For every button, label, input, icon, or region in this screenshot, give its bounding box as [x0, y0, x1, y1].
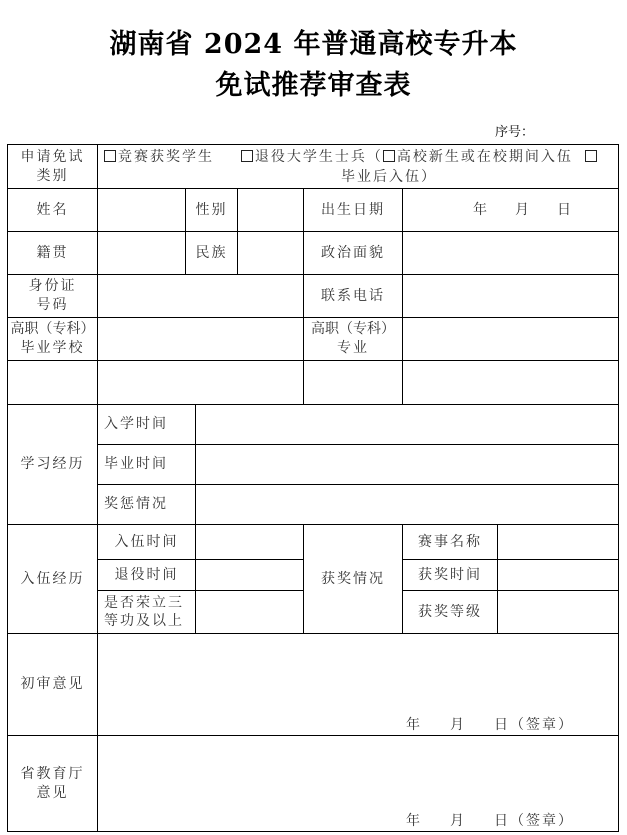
event-name-field[interactable]	[497, 524, 619, 560]
discharge-time-field[interactable]	[195, 559, 304, 591]
major-label: 高职（专科） 专业	[303, 317, 403, 361]
event-name-label: 赛事名称	[402, 524, 498, 560]
enlist-time-label: 入伍时间	[97, 524, 196, 560]
checkbox-veteran[interactable]	[241, 150, 253, 162]
birth-date-label: 出生日期	[303, 188, 403, 232]
application-category-label: 申请免试 类别	[7, 144, 98, 189]
gender-field[interactable]	[237, 188, 304, 232]
id-number-label: 身份证 号码	[7, 274, 98, 318]
id-number-field[interactable]	[97, 274, 304, 318]
checkbox-enlisted-during[interactable]	[383, 150, 395, 162]
military-history-label: 入伍经历	[7, 524, 98, 634]
option-enlisted-after-label: 毕业后入伍）	[341, 169, 437, 185]
option-enlisted-during-label: 高校新生或在校期间入伍	[396, 149, 573, 165]
blank-cell-4[interactable]	[402, 360, 619, 405]
blank-cell-2[interactable]	[97, 360, 304, 405]
option-veteran-label: 退役大学生士兵（	[254, 149, 383, 165]
serial-number-label: 序号：	[495, 125, 535, 140]
name-label: 姓名	[7, 188, 98, 232]
political-status-label: 政治面貌	[303, 231, 403, 275]
political-status-field[interactable]	[402, 231, 619, 275]
rewards-field[interactable]	[195, 484, 619, 525]
major-field[interactable]	[402, 317, 619, 361]
ethnicity-label: 民族	[185, 231, 238, 275]
rewards-label: 奖惩情况	[97, 484, 196, 525]
form-title-line2: 免试推荐审查表	[215, 70, 412, 101]
merit-label: 是否荣立三 等功及以上	[97, 590, 196, 634]
checkbox-enlisted-after[interactable]	[585, 150, 597, 162]
phone-field[interactable]	[402, 274, 619, 318]
native-place-field[interactable]	[97, 231, 186, 275]
enroll-time-field[interactable]	[195, 404, 619, 445]
native-place-label: 籍贯	[7, 231, 98, 275]
initial-review-label: 初审意见	[7, 633, 98, 736]
enlist-time-field[interactable]	[195, 524, 304, 560]
birth-date-field[interactable]: 年 月 日	[402, 188, 619, 232]
award-level-field[interactable]	[497, 590, 619, 634]
award-time-field[interactable]	[497, 559, 619, 591]
option-competition-label: 竞赛获奖学生	[118, 149, 214, 165]
study-history-label: 学习经历	[7, 404, 98, 525]
award-level-label: 获奖等级	[402, 590, 498, 634]
graduate-time-field[interactable]	[195, 444, 619, 485]
initial-review-signature-date: 年 月 日（签章）	[406, 717, 574, 733]
school-label: 高职（专科） 毕业学校	[7, 317, 98, 361]
blank-cell-3[interactable]	[303, 360, 403, 405]
award-label: 获奖情况	[303, 524, 403, 634]
school-field[interactable]	[97, 317, 304, 361]
graduate-time-label: 毕业时间	[97, 444, 196, 485]
award-time-label: 获奖时间	[402, 559, 498, 591]
merit-field[interactable]	[195, 590, 304, 634]
gender-label: 性别	[185, 188, 238, 232]
checkbox-competition[interactable]	[104, 150, 116, 162]
blank-cell-1[interactable]	[7, 360, 98, 405]
dept-review-label: 省教育厅 意见	[7, 735, 98, 832]
form-title-line1: 湖南省 2024 年普通高校专升本	[109, 29, 518, 60]
ethnicity-field[interactable]	[237, 231, 304, 275]
dept-review-signature-date: 年 月 日（签章）	[406, 813, 574, 829]
enroll-time-label: 入学时间	[97, 404, 196, 445]
phone-label: 联系电话	[303, 274, 403, 318]
application-category-options	[97, 144, 619, 189]
name-field[interactable]	[97, 188, 186, 232]
discharge-time-label: 退役时间	[97, 559, 196, 591]
